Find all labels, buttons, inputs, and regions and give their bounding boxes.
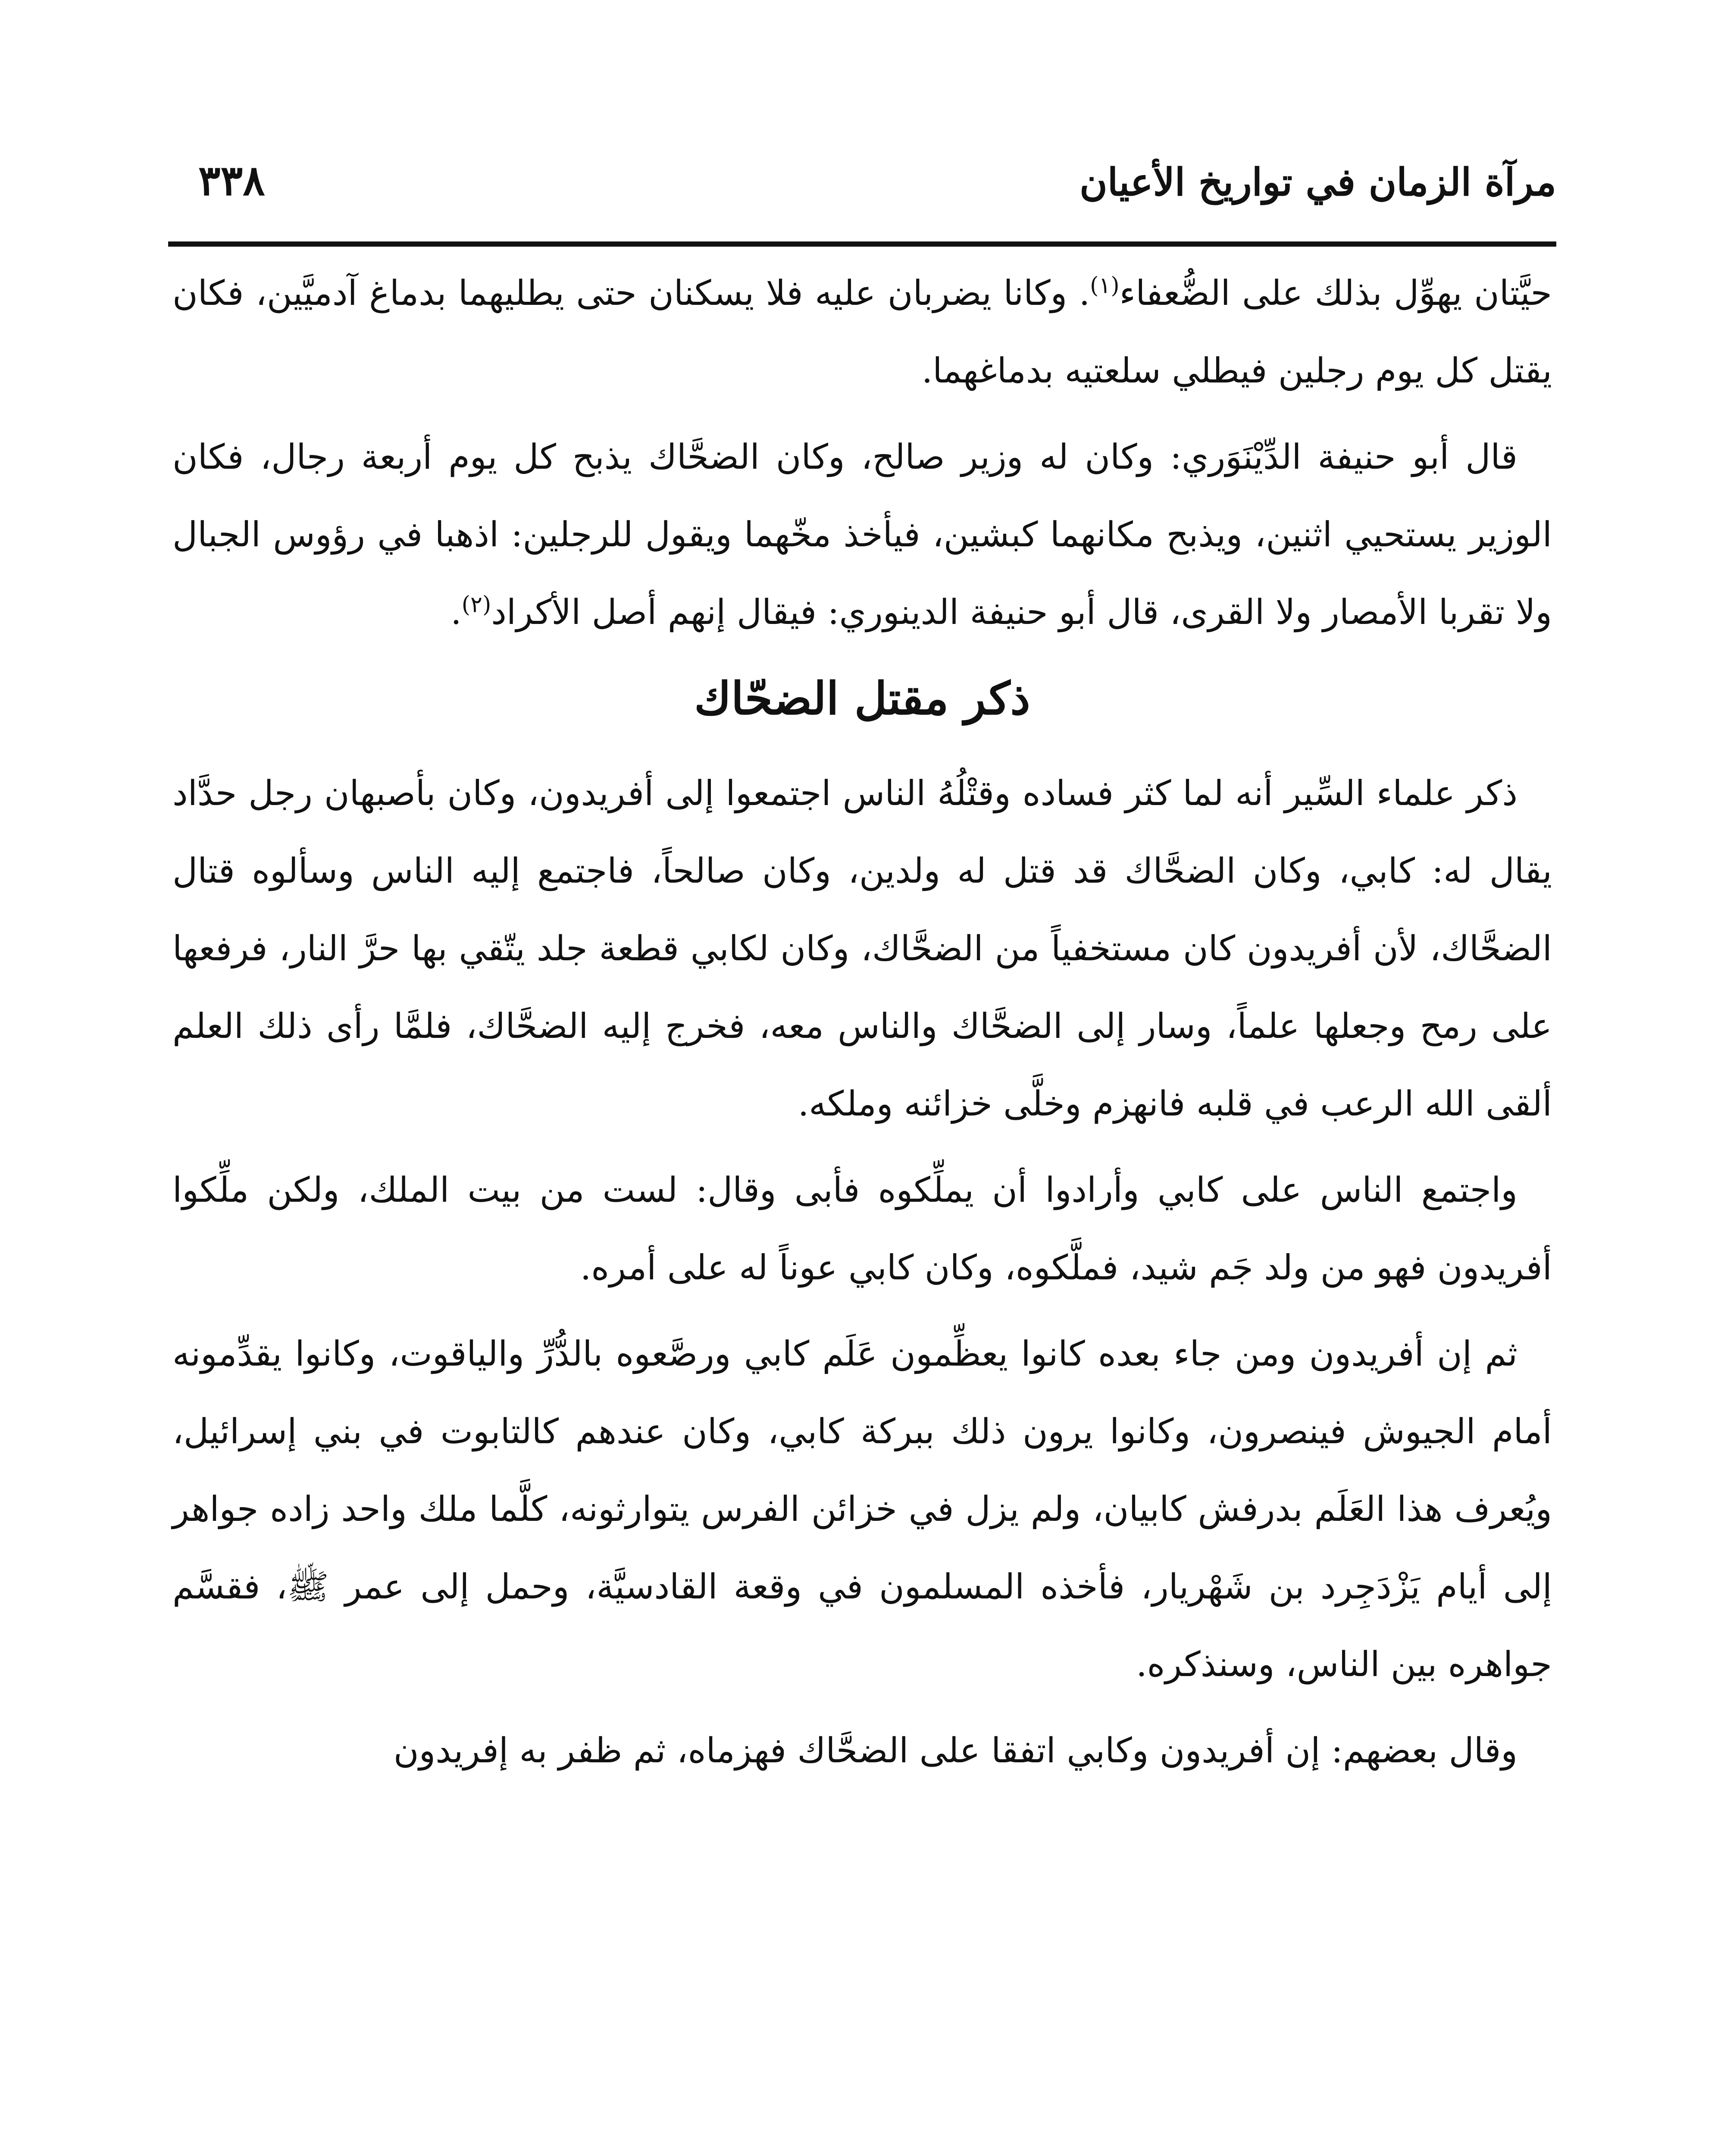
paragraph-2-text-a: قال أبو حنيفة الدِّيْنَوَري: وكان له وزير صالح، وكان الضحَّاك يذبح كل يوم أربعة رجال، فكان الوزير يستحيي اثنين، ويذبح مكانهما كبشين، فيأخذ مخّهما ويقول للرجلين: اذهبا في رؤوس الجبال ولا تقربا الأمصار ولا القرى، قال أبو حنيفة الدينوري: فيقال إنهم أصل الأكراد bbox=[172, 437, 1552, 632]
footnote-ref-1: (١) bbox=[1090, 273, 1120, 299]
main-text bbox=[172, 254, 1552, 1798]
paragraph-6: وقال بعضهم: إن أفريدون وكابي اتفقا على الضحَّاك فهزماه، ثم ظفر به إفريدون bbox=[393, 1730, 1517, 1771]
paragraph-1 bbox=[172, 254, 1552, 410]
paragraph-1-text-b: . وكانا يضربان عليه فلا يسكنان حتى يطليهما بدماغ آدميَّين، فكان يقتل كل يوم رجلين فيطلي سلعتيه بدماغهما. bbox=[172, 273, 1552, 391]
running-header bbox=[168, 151, 1556, 216]
footnote-ref-2: (٢) bbox=[461, 592, 491, 618]
header-rule bbox=[168, 241, 1556, 247]
paragraph-2-text-b: . bbox=[451, 592, 462, 632]
paragraph-4: واجتمع الناس على كابي وأرادوا أن يملِّكوه فأبى وقال: لست من بيت الملك، ولكن ملِّكوا أفريدون فهو من ولد جَم شيد، فملَّكوه، وكان كابي عوناً له على أمره. bbox=[172, 1170, 1552, 1288]
page-number: ٣٣٨ bbox=[198, 156, 265, 205]
section-heading: ذكر مقتل الضحّاك bbox=[694, 672, 1030, 725]
paragraph-1-text-a: حيَّتان يهوِّل بذلك على الضُّعفاء bbox=[1119, 273, 1552, 313]
paragraph-2 bbox=[172, 418, 1552, 651]
paragraph-3: ذكر علماء السِّير أنه لما كثر فساده وقتْلُهُ الناس اجتمعوا إلى أفريدون، وكان بأصبهان رجل حدَّاد يقال له: كابي، وكان الضحَّاك قد قتل له ولدين، وكان صالحاً، فاجتمع إليه الناس وسألوه قتال الضحَّاك، لأن أفريدون كان مستخفياً من الضحَّاك، وكان لكابي قطعة جلد يتّقي بها حرَّ النار، فرفعها على رمح وجعلها علماً، وسار إلى الضحَّاك والناس معه، فخرج إليه الضحَّاك، فلمَّا رأى ذلك العلم ألقى الله الرعب في قلبه فانهزم وخلَّى خزائنه وملكه. bbox=[172, 773, 1552, 1124]
running-title: مرآة الزمان في تواريخ الأعيان bbox=[1079, 160, 1556, 204]
paragraph-5: ثم إن أفريدون ومن جاء بعده كانوا يعظِّمون عَلَم كابي ورصَّعوه بالدُّرِّ والياقوت، وكانوا يقدِّمونه أمام الجيوش فينصرون، وكانوا يرون ذلك ببركة كابي، وكان عندهم كالتابوت في بني إسرائيل، ويُعرف هذا العَلَم بدرفش كابيان، ولم يزل في خزائن الفرس يتوارثونه، كلَّما ملك واحد زاده جواهر إلى أيام يَزْدَجِرد بن شَهْريار، فأخذه المسلمون في وقعة القادسيَّة، وحمل إلى عمر ﷺ، فقسَّم جواهره بين الناس، وسنذكره. bbox=[172, 1334, 1552, 1684]
